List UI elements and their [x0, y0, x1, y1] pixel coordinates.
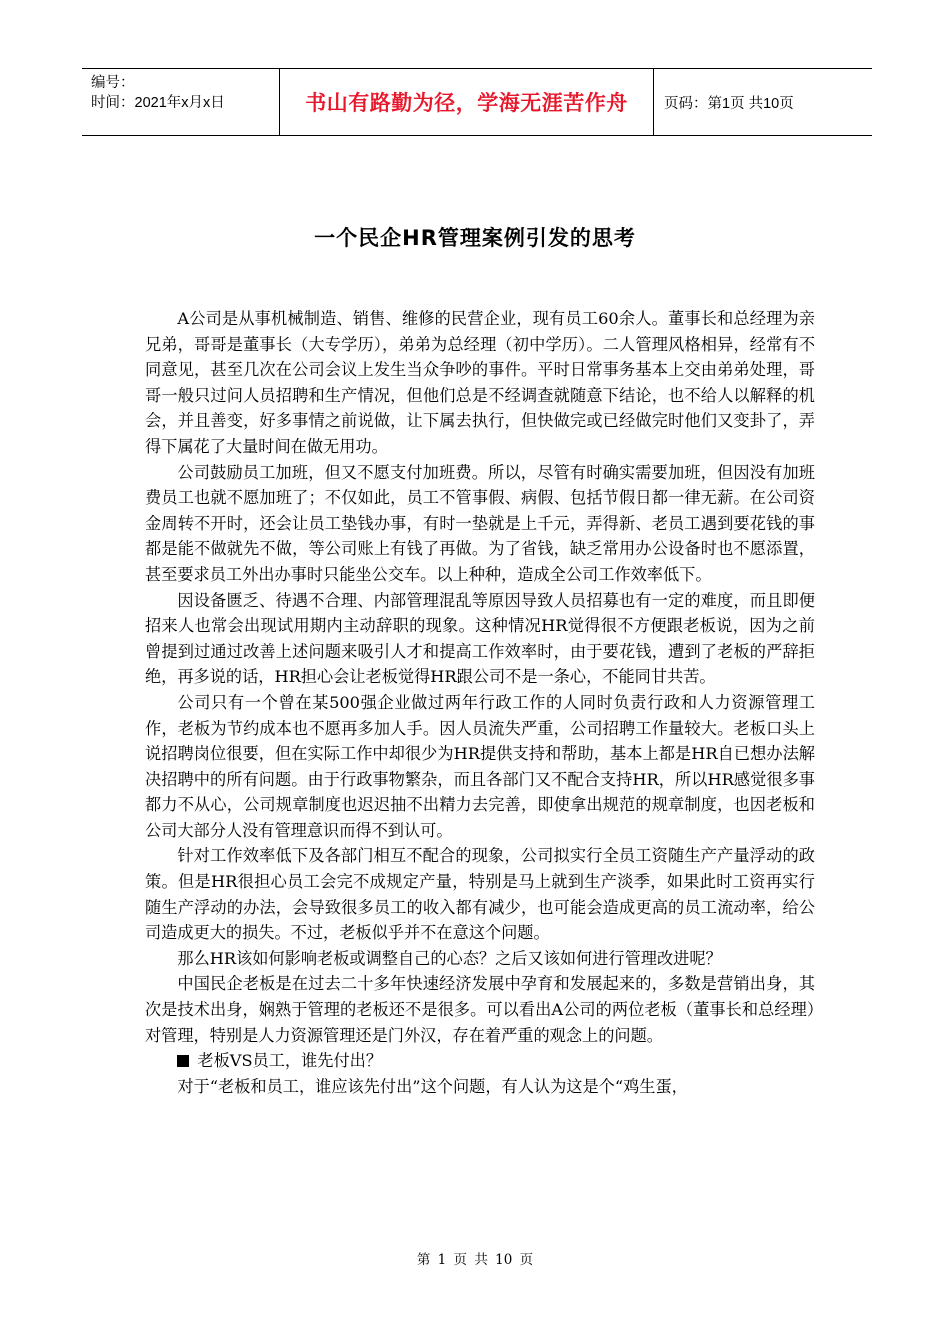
paragraph: 针对工作效率低下及各部门相互不配合的现象，公司拟实行全员工资随生产产量浮动的政策。但是HR很担心员工会完不成规定产量，特别是马上就到生产淡季，如果此时工资再实行随生产浮动的办法，会导致很多员工的收入都有减少，也可能会造成更高的员工流动率，给公司造成更大的损失。不过，老板似乎并不在意这个问题。: [145, 846, 815, 943]
header-meta: [82, 69, 280, 135]
paragraph: 那么HR该如何影响老板或调整自己的心态？之后又该如何进行管理改进呢？: [177, 948, 722, 968]
paragraph: 对于“老板和员工，谁应该先付出”这个问题，有人认为这是个“鸡生蛋，: [177, 1076, 688, 1096]
paragraph: 因设备匮乏、待遇不合理、内部管理混乱等原因导致人员招募也有一定的难度，而且即便招来人也常会出现试用期内主动辞职的现象。这种情况HR觉得很不方便跟老板说，因为之前曾提到过通过改善上述问题来吸引人才和提高工作效率时，由于要花钱，遭到了老板的严辞拒绝，再多说的话，HR担心会让老板觉得HR跟公司不是一条心，不能同甘共苦。: [145, 590, 815, 687]
header-page-info: 页码：第1页 共10页: [664, 95, 794, 112]
header-motto: 书山有路勤为径，学海无涯苦作舟: [280, 69, 654, 135]
paragraph: 中国民企老板是在过去二十多年快速经济发展中孕育和发展起来的，多数是营销出身，其次是技术出身，娴熟于管理的老板还不是很多。可以看出A公司的两位老板（董事长和总经理）对管理，特别是人力资源管理还是门外汉，存在着严重的观念上的问题。: [145, 974, 815, 1045]
date-label: 时间：2021年x月x日: [91, 95, 225, 111]
paragraph: 公司鼓励员工加班，但又不愿支付加班费。所以，尽管有时确实需要加班，但因没有加班费员工也就不愿加班了；不仅如此，员工不管事假、病假、包括节假日都一律无薪。在公司资金周转不开时，还会让员工垫钱办事，有时一垫就是上千元，弄得新、老员工遇到要花钱的事都是能不做就先不做，等公司账上有钱了再做。为了省钱，缺乏常用办公设备时也不愿添置，甚至要求员工外出办事时只能坐公交车。以上种种，造成全公司工作效率低下。: [145, 462, 815, 584]
document-title: 一个民企HR管理案例引发的思考: [314, 226, 636, 250]
number-label: 编号：: [91, 75, 135, 91]
page-footer: 第 1 页 共 10 页: [416, 1252, 534, 1268]
section-heading-text: 老板VS员工，谁先付出？: [197, 1051, 383, 1071]
section-heading: [145, 1048, 815, 1074]
paragraph: 公司只有一个曾在某500强企业做过两年行政工作的人同时负责行政和人力资源管理工作，老板为节约成本也不愿再多加人手。因人员流失严重，公司招聘工作量较大。老板口头上说招聘岗位很要，但在实际工作中却很少为HR提供支持和帮助，基本上都是HR自已想办法解决招聘中的所有问题。由于行政事物繁杂，而且各部门又不配合支持HR，所以HR感觉很多事都力不从心，公司规章制度也迟迟抽不出精力去完善，即使拿出规范的规章制度，也因老板和公司大部分人没有管理意识而得不到认可。: [145, 692, 815, 840]
document-body: [145, 306, 815, 1099]
square-bullet-icon: [177, 1055, 189, 1067]
page-header: [82, 68, 872, 136]
paragraph: A公司是从事机械制造、销售、维修的民营企业，现有员工60余人。董事长和总经理为亲兄弟，哥哥是董事长（大专学历），弟弟为总经理（初中学历）。二人管理风格相异，经常有不同意见，甚至几次在公司会议上发生当众争吵的事件。平时日常事务基本上交由弟弟处理，哥哥一般只过问人员招聘和生产情况，但他们总是不经调查就随意下结论，也不给人以解释的机会，并且善变，好多事情之前说做，让下属去执行，但快做完或已经做完时他们又变卦了，弄得下属花了大量时间在做无用功。: [145, 309, 815, 456]
